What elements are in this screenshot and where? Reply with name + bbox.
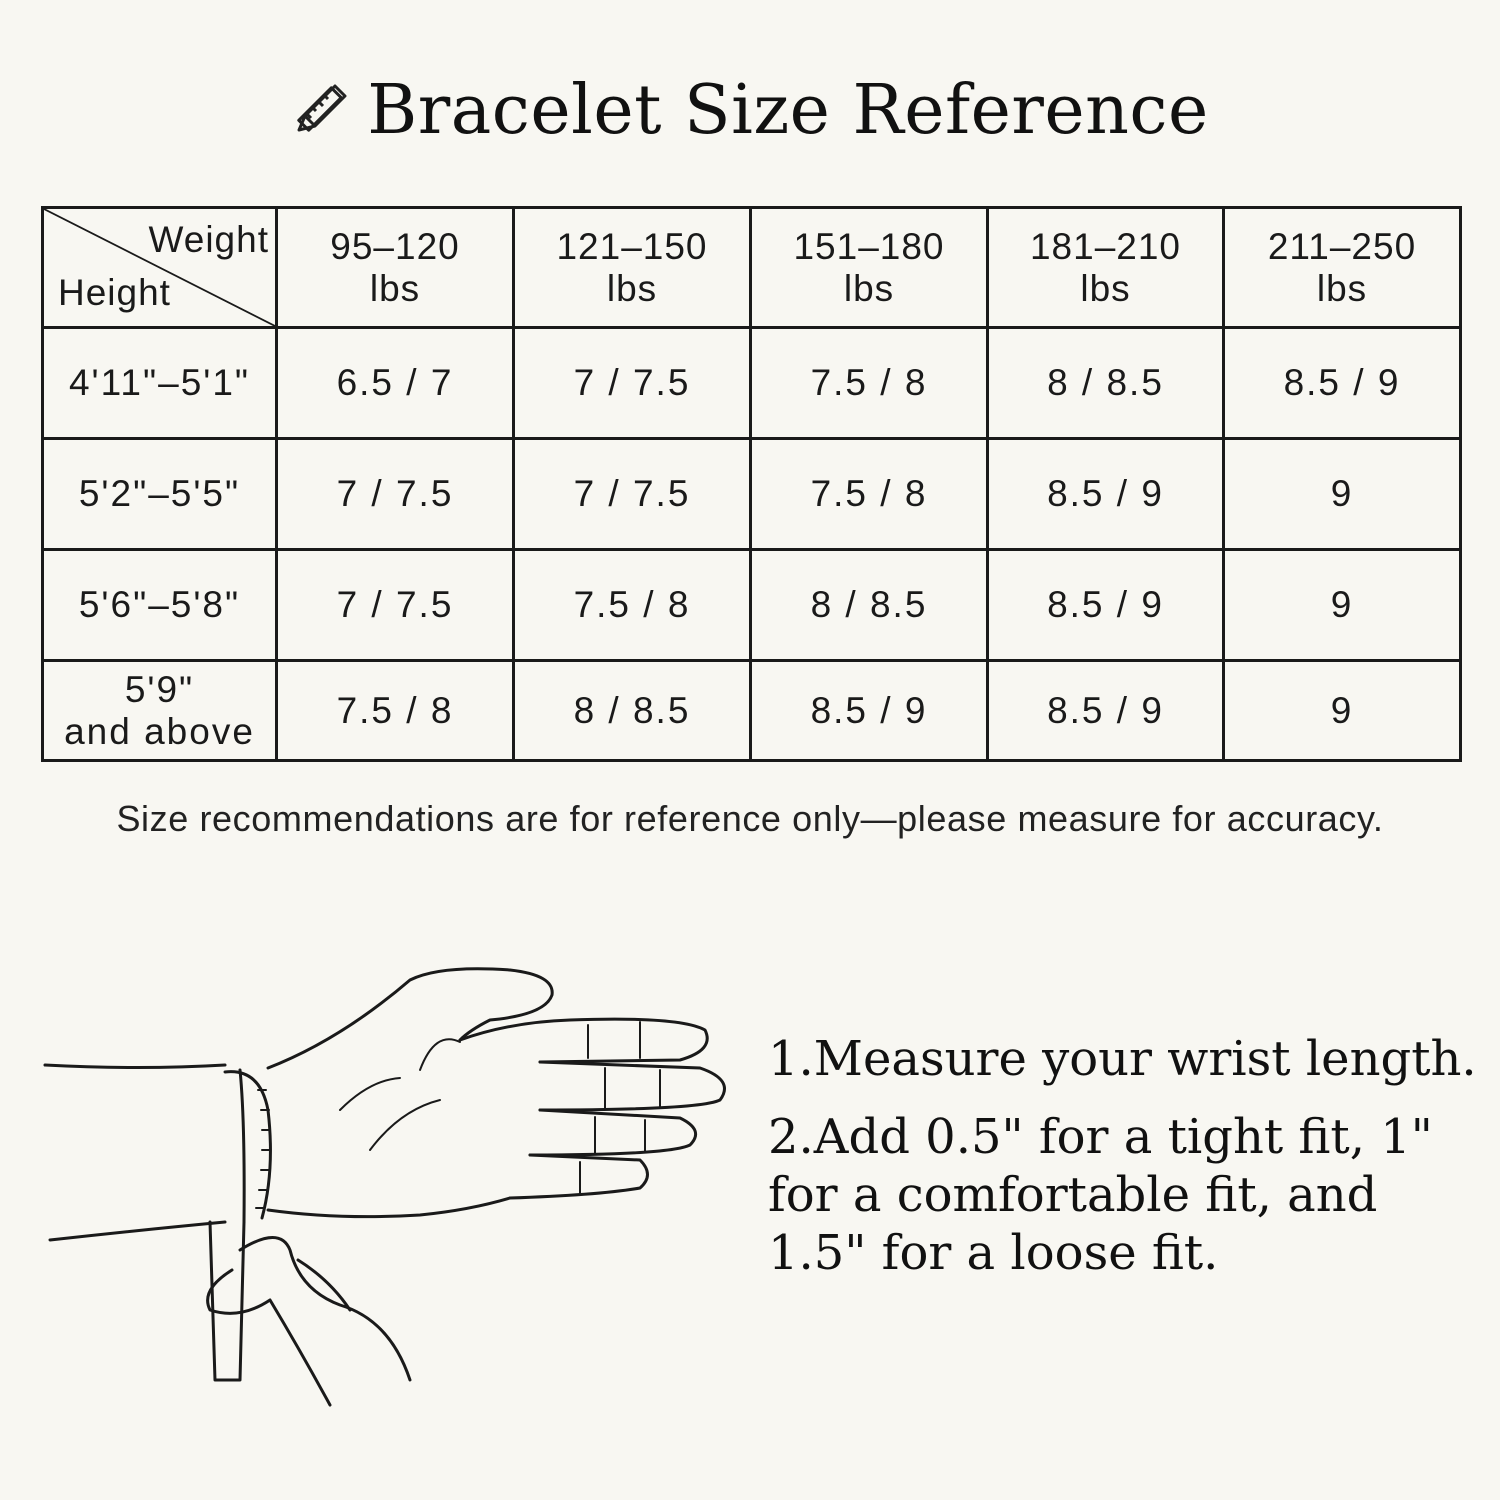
disclaimer-note: Size recommendations are for reference only—please measure for accuracy. [116, 798, 1384, 839]
weight-range: 121–150 [556, 225, 708, 267]
index-finger [460, 1019, 707, 1062]
size-cell: 8 / 8.5 [988, 328, 1224, 439]
thumb-outline [268, 969, 552, 1068]
table-row [43, 661, 1461, 761]
height-label-line2: and above [64, 710, 255, 752]
height-label-line1: 5'9" [124, 668, 195, 710]
weight-range: 211–250 [1267, 225, 1417, 267]
weight-unit: lbs [843, 267, 895, 309]
height-label: 5'2"–5'5" [43, 439, 277, 550]
size-cell: 6.5 / 7 [277, 328, 514, 439]
size-cell: 7 / 7.5 [277, 550, 514, 661]
size-table [41, 206, 1462, 762]
weight-header [514, 208, 751, 328]
weight-header [988, 208, 1224, 328]
palm-creases [340, 1039, 460, 1150]
table-row [43, 550, 1461, 661]
step-2: 2.Add 0.5" for a tight fit, 1" for a comfortable fit, and 1.5" for a loose fit. [768, 1109, 1433, 1281]
size-cell: 8.5 / 9 [988, 439, 1224, 550]
height-label: 4'11"–5'1" [43, 328, 277, 439]
pencil-ruler-icon [291, 80, 351, 140]
forearm-bottom-edge [50, 1222, 225, 1240]
size-cell: 8.5 / 9 [1224, 328, 1461, 439]
middle-finger [540, 1062, 725, 1110]
size-cell: 7.5 / 8 [751, 328, 988, 439]
size-cell: 7.5 / 8 [277, 661, 514, 761]
pinching-hand-crease [298, 1260, 350, 1310]
tape-band-outer [225, 1072, 270, 1218]
weight-range: 181–210 [1029, 225, 1182, 267]
size-cell: 8.5 / 9 [751, 661, 988, 761]
pinching-thumb [240, 1238, 410, 1381]
size-cell: 9 [1224, 439, 1461, 550]
palm-edge [268, 1198, 510, 1217]
weight-header [751, 208, 988, 328]
corner-header [43, 208, 277, 328]
size-cell: 7.5 / 8 [751, 439, 988, 550]
ring-finger [530, 1110, 696, 1155]
size-cell: 7.5 / 8 [514, 550, 751, 661]
weight-range: 151–180 [793, 225, 945, 267]
pinky-finger [510, 1155, 648, 1198]
size-cell: 7 / 7.5 [514, 328, 751, 439]
size-cell: 7 / 7.5 [277, 439, 514, 550]
weight-header [1224, 208, 1461, 328]
weight-unit: lbs [369, 267, 421, 309]
tape-hanging-end [210, 1222, 244, 1380]
tape-band-inner [240, 1070, 244, 1222]
hand-measuring-wrist-illustration [40, 960, 740, 1410]
weight-unit: lbs [606, 267, 658, 309]
size-cell: 8.5 / 9 [988, 661, 1224, 761]
height-label [43, 661, 277, 761]
pinching-finger [208, 1270, 330, 1405]
weight-range: 95–120 [330, 225, 460, 267]
page-title-row [0, 60, 1500, 160]
height-label: 5'6"–5'8" [43, 550, 277, 661]
header-row [43, 208, 1461, 328]
corner-weight-label: Weight [148, 219, 269, 260]
size-cell: 8 / 8.5 [514, 661, 751, 761]
weight-header [277, 208, 514, 328]
table-row [43, 328, 1461, 439]
size-cell: 9 [1224, 550, 1461, 661]
forearm-top-edge [45, 1065, 225, 1068]
step-1: 1.Measure your wrist length. [768, 1031, 1477, 1087]
page-title: Bracelet Size Reference [367, 70, 1209, 150]
weight-unit: lbs [1316, 267, 1368, 309]
size-cell: 8.5 / 9 [988, 550, 1224, 661]
size-cell: 8 / 8.5 [751, 550, 988, 661]
size-cell: 9 [1224, 661, 1461, 761]
table-row [43, 439, 1461, 550]
weight-unit: lbs [1080, 267, 1131, 309]
corner-height-label: Height [58, 272, 171, 313]
measuring-steps [768, 1030, 1483, 1302]
size-cell: 7 / 7.5 [514, 439, 751, 550]
